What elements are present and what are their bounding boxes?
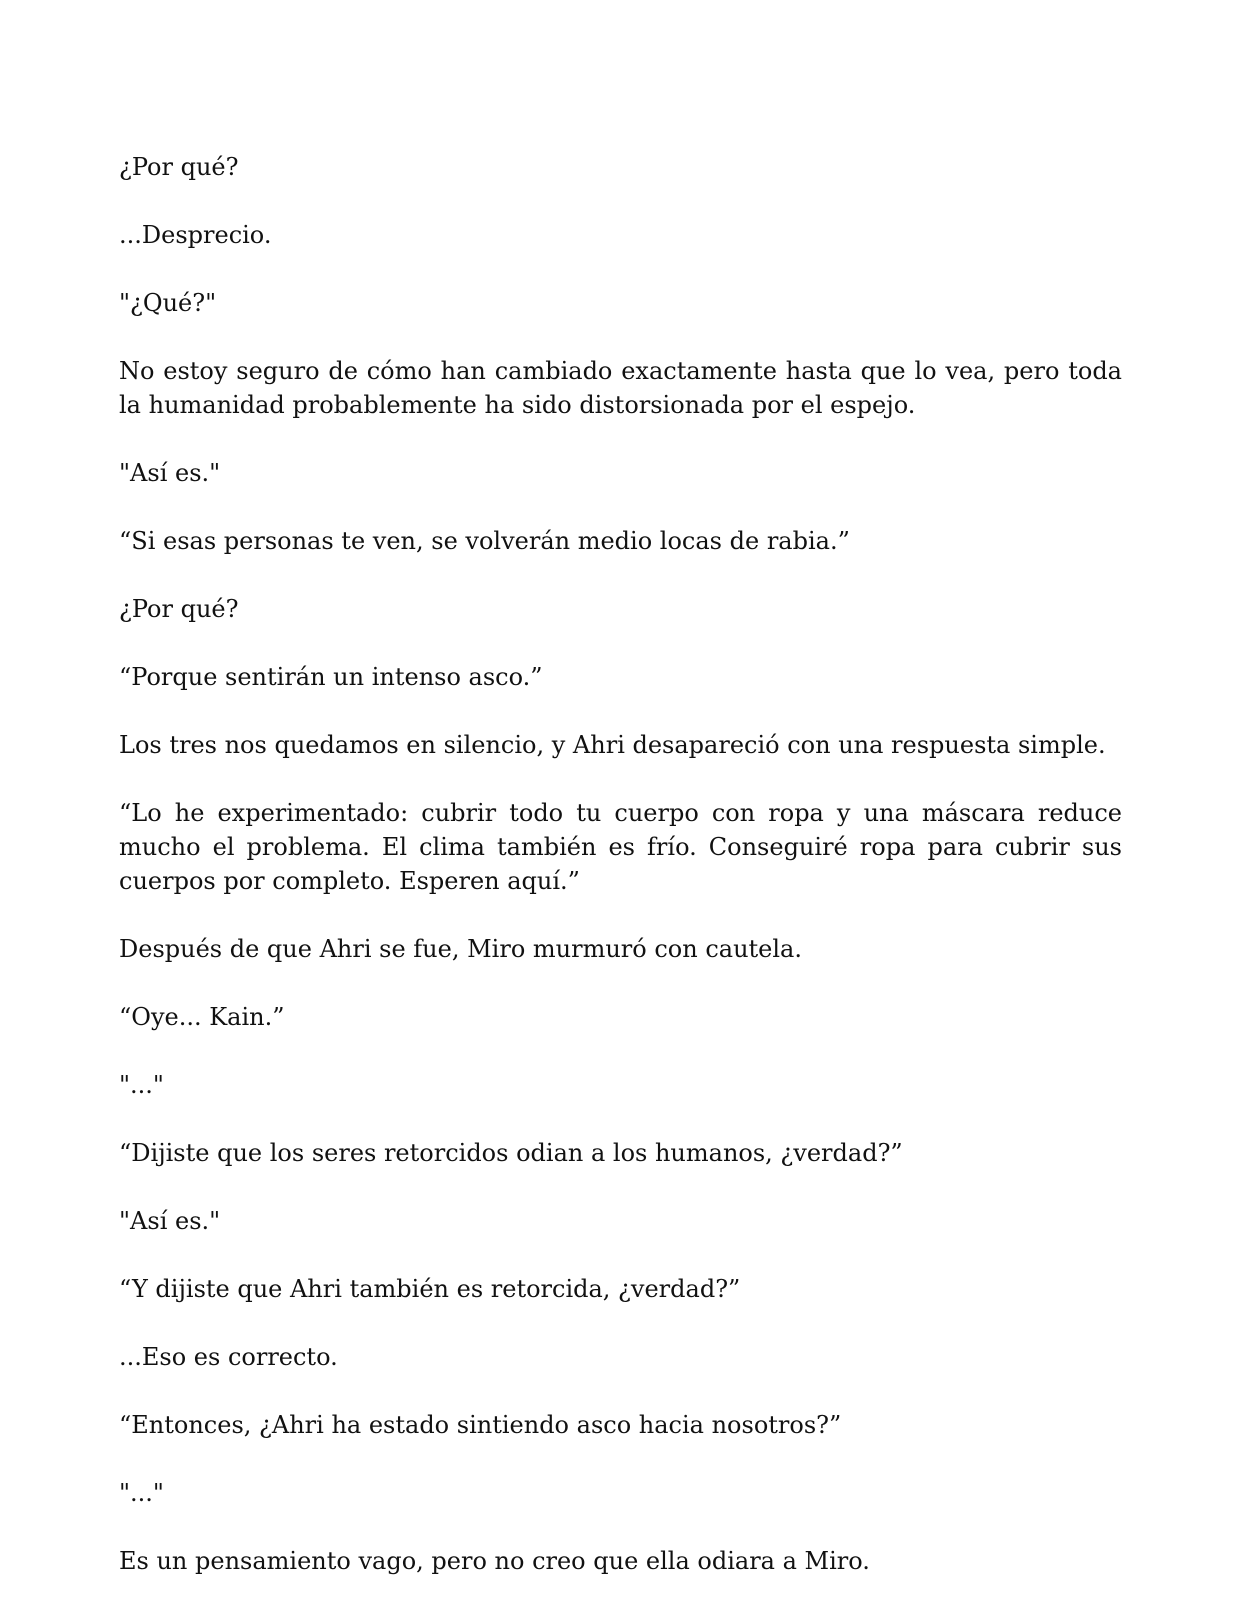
- paragraph: "Así es.": [119, 1207, 221, 1235]
- paragraph: ¿Por qué?: [119, 153, 239, 181]
- paragraph: “Oye... Kain.”: [119, 1003, 285, 1031]
- paragraph: "Así es.": [119, 459, 221, 487]
- paragraph: ...Eso es correcto.: [119, 1343, 338, 1371]
- paragraph: "¿Qué?": [119, 289, 217, 317]
- paragraph: ...Desprecio.: [119, 221, 272, 249]
- paragraph: “Si esas personas te ven, se volverán medio locas de rabia.”: [119, 527, 850, 555]
- paragraph: Los tres nos quedamos en silencio, y Ahri desapareció con una respuesta simple.: [119, 731, 1106, 759]
- paragraph: Es un pensamiento vago, pero no creo que ella odiara a Miro.: [119, 1547, 870, 1575]
- paragraph: "...": [119, 1071, 164, 1099]
- paragraph: “Lo he experimentado: cubrir todo tu cuerpo con ropa y una máscara reduce mucho el problema. El clima también es frío. Conseguiré ropa para cubrir sus cuerpos por completo. Esperen aquí.”: [119, 799, 1122, 895]
- paragraph: “Porque sentirán un intenso asco.”: [119, 663, 543, 691]
- paragraph: “Dijiste que los seres retorcidos odian a los humanos, ¿verdad?”: [119, 1139, 903, 1167]
- paragraph: ¿Por qué?: [119, 595, 239, 623]
- paragraph: “Y dijiste que Ahri también es retorcida, ¿verdad?”: [119, 1275, 741, 1303]
- paragraph: "...": [119, 1479, 164, 1507]
- paragraph: No estoy seguro de cómo han cambiado exactamente hasta que lo vea, pero toda la humanidad probablemente ha sido distorsionada por el espejo.: [119, 357, 1122, 419]
- paragraph: “Entonces, ¿Ahri ha estado sintiendo asco hacia nosotros?”: [119, 1411, 842, 1439]
- paragraph: Después de que Ahri se fue, Miro murmuró con cautela.: [119, 935, 802, 963]
- document-page: [119, 150, 1122, 1612]
